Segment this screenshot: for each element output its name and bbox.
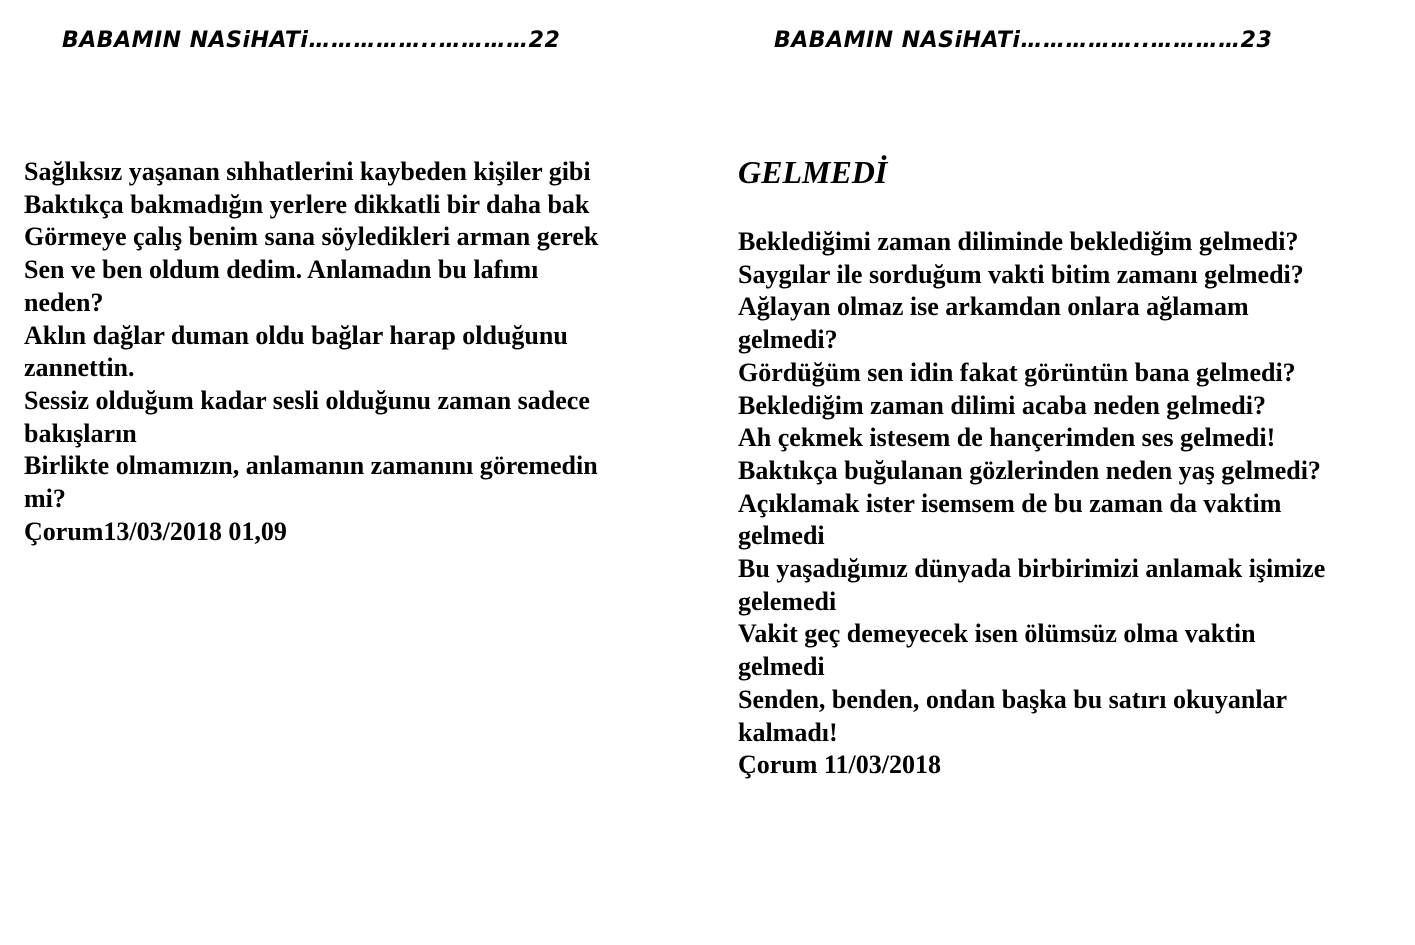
text-line: Ağlayan olmaz ise arkamdan onlara ağlamam: [738, 292, 1249, 322]
left-page-header: BABAMIN NASiHATi……………..…………22: [62, 28, 561, 53]
text-line: mi?: [24, 484, 66, 514]
text-line: Senden, benden, ondan başka bu satırı okuyanlar: [738, 684, 1288, 714]
text-line: Vakit geç demeyecek isen ölümsüz olma vaktin: [738, 619, 1256, 649]
right-page: [712, 0, 1412, 945]
text-line: Ah çekmek istesem de hançerimden ses gelmedi!: [738, 423, 1276, 453]
text-line: bakışların: [24, 418, 137, 448]
text-line: Baktıkça bakmadığın yerlere dikkatli bir daha bak: [24, 189, 590, 219]
text-line: Gördüğüm sen idin fakat görüntün bana gelmedi?: [738, 357, 1296, 387]
text-line: Sen ve ben oldum dedim. Anlamadın bu lafımı: [24, 255, 539, 285]
poem-title: GELMEDİ: [738, 154, 888, 190]
text-line: Saygılar ile sorduğum vakti bitim zamanı gelmedi?: [738, 259, 1304, 289]
text-line: Görmeye çalış benim sana söyledikleri arman gerek: [24, 222, 599, 252]
text-line: gelmedi: [738, 652, 825, 682]
text-line: Aklın dağlar duman oldu bağlar harap olduğunu: [24, 320, 568, 350]
text-line: zannettin.: [24, 353, 135, 383]
left-page: [0, 0, 700, 945]
right-page-text: [738, 226, 1402, 782]
text-line: neden?: [24, 287, 104, 317]
text-line: Beklediğimi zaman diliminde beklediğim gelmedi?: [738, 227, 1299, 256]
text-line: gelmedi?: [738, 325, 838, 355]
text-line: Açıklamak ister isemsem de bu zaman da vaktim: [738, 488, 1282, 518]
text-line: Sağlıksız yaşanan sıhhatlerini kaybeden kişiler gibi: [24, 157, 591, 186]
text-line: kalmadı!: [738, 717, 838, 747]
text-line: Sessiz olduğum kadar sesli olduğunu zaman sadece: [24, 385, 590, 415]
text-line: Bu yaşadığımız dünyada birbirimizi anlamak işimize: [738, 554, 1326, 584]
text-line: Birlikte olmamızın, anlamanın zamanını göremedin: [24, 451, 598, 481]
right-page-header: BABAMIN NASiHATi……………..…………23: [774, 28, 1273, 53]
left-page-text: [24, 156, 690, 548]
text-line: gelmedi: [738, 521, 825, 551]
text-line: Beklediğim zaman dilimi acaba neden gelmedi?: [738, 390, 1266, 420]
date-line: Çorum13/03/2018 01,09: [24, 516, 287, 546]
date-line: Çorum 11/03/2018: [738, 750, 941, 780]
text-line: Baktıkça buğulanan gözlerinden neden yaş gelmedi?: [738, 455, 1321, 485]
text-line: gelemedi: [738, 586, 837, 616]
